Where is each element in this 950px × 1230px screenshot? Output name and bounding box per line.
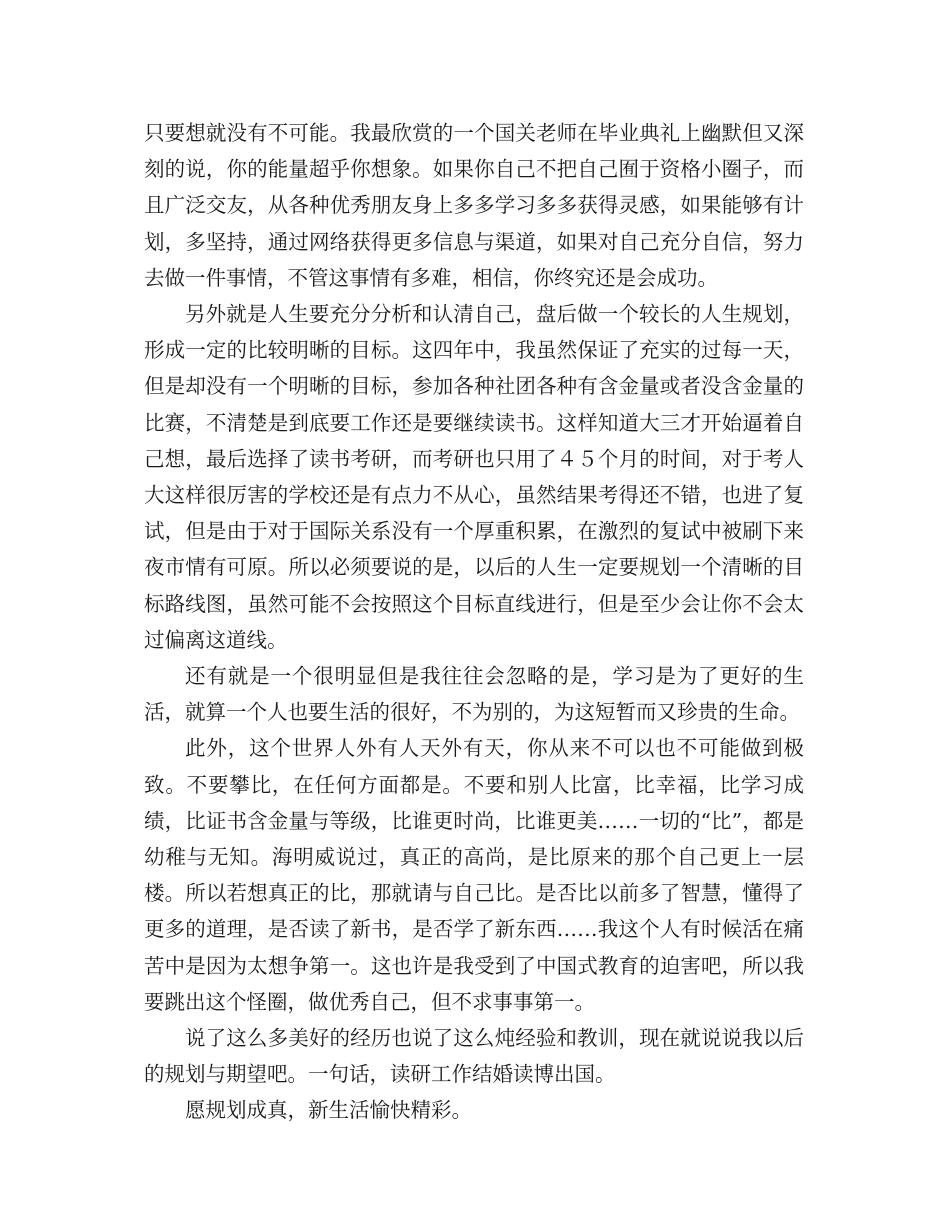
- paragraph-3: 还有就是一个很明显但是我往往会忽略的是，学习是为了更好的生活，就算一个人也要生活的很好，不为别的，为这短暂而又珍贵的生命。: [144, 664, 804, 725]
- paragraph-1: 只要想就没有不可能。我最欣赏的一个国关老师在毕业典礼上幽默但又深刻的说，你的能量超乎你想象。如果你自己不把自己囿于资格小圈子，而且广泛交友，从各种优秀朋友身上多多学习多多获得灵感，如果能够有计划，多坚持，通过网络获得更多信息与渠道，如果对自己充分自信，努力去做一件事情，不管这事情有多难，相信，你终究还是会成功。: [144, 121, 804, 290]
- paragraph-6: 愿规划成真，新生活愉快精彩。: [185, 1098, 472, 1123]
- paragraph-5: 说了这么多美好的经历也说了这么炖经验和教训，现在就说说我以后的规划与期望吧。一句话，读研工作结婚读博出国。: [144, 1026, 804, 1087]
- document-body: [144, 115, 804, 1129]
- paragraph-4: 此外，这个世界人外有人天外有天，你从来不可以也不可能做到极致。不要攀比，在任何方面都是。不要和别人比富，比幸福，比学习成绩，比证书含金量与等级，比谁更时尚，比谁更美……一切的“比”，都是幼稚与无知。海明威说过，真正的高尚，是比原来的那个自己更上一层楼。所以若想真正的比，那就请与自己比。是否比以前多了智慧，懂得了更多的道理，是否读了新书，是否学了新东西……我这个人有时候活在痛苦中是因为太想争第一。这也许是我受到了中国式教育的迫害吧，所以我要跳出这个怪圈，做优秀自己，但不求事事第一。: [144, 736, 804, 1014]
- paragraph-2: 另外就是人生要充分分析和认清自己，盘后做一个较长的人生规划，形成一定的比较明晰的目标。这四年中，我虽然保证了充实的过每一天，但是却没有一个明晰的目标，参加各种社团各种有含金量或者没含金量的比赛，不清楚是到底要工作还是要继续读书。这样知道大三才开始逼着自己想，最后选择了读书考研，而考研也只用了４５个月的时间，对于考人大这样很厉害的学校还是有点力不从心，虽然结果考得还不错，也进了复试，但是由于对于国际关系没有一个厚重积累，在激烈的复试中被刷下来夜市情有可原。所以必须要说的是，以后的人生一定要规划一个清晰的目标路线图，虽然可能不会按照这个目标直线进行，但是至少会让你不会太过偏离这道线。: [144, 302, 804, 652]
